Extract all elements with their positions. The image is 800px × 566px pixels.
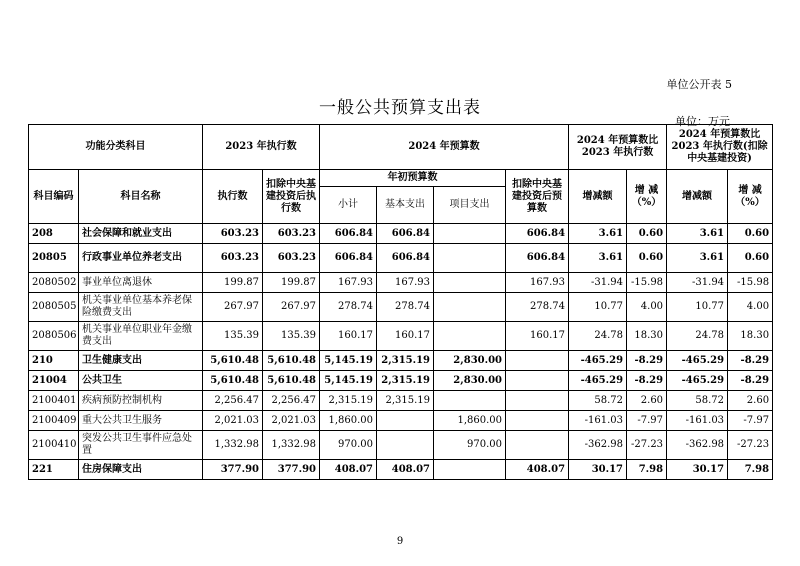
cell-exec-excl: 135.39 [263,322,320,351]
cell-pct-2: 0.60 [728,224,773,244]
cell-basic: 278.74 [377,293,434,322]
cell-pct: 7.98 [627,460,667,480]
cell-basic: 408.07 [377,460,434,480]
cell-inc: 3.61 [569,244,627,273]
cell-basic: 606.84 [377,224,434,244]
cell-exec: 135.39 [203,322,263,351]
cell-code: 2080502 [29,273,79,293]
table-row [29,293,773,322]
cell-inc-2: 24.78 [667,322,728,351]
cell-inc-2: 3.61 [667,224,728,244]
cell-exec: 199.87 [203,273,263,293]
cell-budget-excl: 167.93 [506,273,569,293]
table-row [29,322,773,351]
cell-subtotal: 970.00 [320,431,377,460]
cell-name: 机关事业单位基本养老保险缴费支出 [79,293,203,322]
cell-pct-2: 4.00 [728,293,773,322]
cell-subtotal: 606.84 [320,244,377,273]
cell-basic: 167.93 [377,273,434,293]
cell-exec: 603.23 [203,244,263,273]
cell-pct: -27.23 [627,431,667,460]
cell-inc-2: -31.94 [667,273,728,293]
cell-budget-excl: 606.84 [506,244,569,273]
cell-basic: 606.84 [377,244,434,273]
cell-exec-excl: 267.97 [263,293,320,322]
cell-pct: 0.60 [627,224,667,244]
budget-table [28,124,773,480]
cell-inc: 10.77 [569,293,627,322]
cell-pct: 0.60 [627,244,667,273]
cell-subtotal: 1,860.00 [320,411,377,431]
cell-code: 2080505 [29,293,79,322]
cell-inc: -31.94 [569,273,627,293]
cell-code: 2080506 [29,322,79,351]
cell-subtotal: 5,145.19 [320,371,377,391]
cell-subtotal: 5,145.19 [320,351,377,371]
cell-project [434,244,506,273]
cell-name: 突发公共卫生事件应急处置 [79,431,203,460]
cell-name: 疾病预防控制机构 [79,391,203,411]
cell-subtotal: 408.07 [320,460,377,480]
cell-budget-excl: 606.84 [506,224,569,244]
cell-exec-excl: 2,021.03 [263,411,320,431]
page-number: 9 [396,536,404,547]
header-subject-name: 科目名称 [79,170,203,224]
table-row [29,371,773,391]
header-project: 项目支出 [434,187,506,224]
header-compare-exec: 2024 年预算数比 2023 年执行数 [569,125,667,170]
cell-inc-2: 58.72 [667,391,728,411]
header-exec-2023: 2023 年执行数 [203,125,320,170]
cell-inc: -465.29 [569,351,627,371]
cell-inc-2: -465.29 [667,351,728,371]
cell-name: 行政事业单位养老支出 [79,244,203,273]
cell-exec: 2,021.03 [203,411,263,431]
table-row [29,431,773,460]
cell-inc: 3.61 [569,224,627,244]
cell-pct: -8.29 [627,351,667,371]
cell-inc-2: -362.98 [667,431,728,460]
cell-name: 社会保障和就业支出 [79,224,203,244]
cell-inc-2: 3.61 [667,244,728,273]
cell-code: 2100409 [29,411,79,431]
header-inc-amount: 增减额 [569,170,627,224]
cell-exec-excl: 1,332.98 [263,431,320,460]
cell-exec: 2,256.47 [203,391,263,411]
header-subject-code: 科目编码 [29,170,79,224]
table-row [29,411,773,431]
cell-inc-2: 30.17 [667,460,728,480]
cell-budget-excl: 160.17 [506,322,569,351]
cell-code: 20805 [29,244,79,273]
cell-pct-2: -7.97 [728,411,773,431]
table-row [29,351,773,371]
cell-pct-2: -8.29 [728,351,773,371]
cell-name: 住房保障支出 [79,460,203,480]
cell-exec-excl: 5,610.48 [263,371,320,391]
cell-project: 1,860.00 [434,411,506,431]
table-row [29,460,773,480]
cell-budget-excl [506,371,569,391]
cell-budget-excl [506,351,569,371]
cell-budget-excl [506,391,569,411]
header-basic: 基本支出 [377,187,434,224]
cell-inc: -161.03 [569,411,627,431]
cell-code: 21004 [29,371,79,391]
cell-basic: 2,315.19 [377,391,434,411]
document-label: 单位公开表 5 [666,78,732,91]
cell-budget-excl: 408.07 [506,460,569,480]
cell-exec-excl: 5,610.48 [263,351,320,371]
cell-inc: 58.72 [569,391,627,411]
cell-project [434,293,506,322]
header-budget-excl: 扣除中央基建投资后预算数 [506,170,569,224]
cell-exec: 5,610.48 [203,351,263,371]
header-compare-exec-excl: 2024 年预算数比 2023 年执行数(扣除中央基建投资) [667,125,773,170]
cell-exec: 267.97 [203,293,263,322]
cell-budget-excl [506,431,569,460]
cell-project [434,322,506,351]
cell-project [434,224,506,244]
cell-project [434,391,506,411]
cell-project: 970.00 [434,431,506,460]
cell-pct: 4.00 [627,293,667,322]
cell-subtotal: 2,315.19 [320,391,377,411]
cell-name: 卫生健康支出 [79,351,203,371]
header-row-2 [29,170,773,187]
cell-exec-excl: 377.90 [263,460,320,480]
cell-pct-2: -15.98 [728,273,773,293]
header-category: 功能分类科目 [29,125,203,170]
cell-project [434,460,506,480]
cell-code: 2100410 [29,431,79,460]
cell-pct: -8.29 [627,371,667,391]
table-row [29,273,773,293]
cell-pct-2: -8.29 [728,371,773,391]
cell-project: 2,830.00 [434,351,506,371]
cell-code: 208 [29,224,79,244]
cell-code: 2100401 [29,391,79,411]
header-inc-amount-2: 增减额 [667,170,728,224]
cell-exec: 603.23 [203,224,263,244]
cell-pct-2: 2.60 [728,391,773,411]
cell-code: 210 [29,351,79,371]
cell-basic: 160.17 [377,322,434,351]
cell-basic [377,411,434,431]
cell-subtotal: 606.84 [320,224,377,244]
cell-inc-2: 10.77 [667,293,728,322]
unit-label: 单位：万元 [675,115,730,128]
cell-inc: -465.29 [569,371,627,391]
cell-exec-excl: 199.87 [263,273,320,293]
header-initial-budget: 年初预算数 [320,170,506,187]
cell-code: 221 [29,460,79,480]
cell-exec: 377.90 [203,460,263,480]
header-exec-excl: 扣除中央基建投资后执行数 [263,170,320,224]
table-row [29,391,773,411]
cell-basic: 2,315.19 [377,371,434,391]
cell-inc-2: -161.03 [667,411,728,431]
cell-pct: -15.98 [627,273,667,293]
cell-name: 公共卫生 [79,371,203,391]
header-row-1 [29,125,773,170]
header-subtotal: 小计 [320,187,377,224]
cell-pct-2: 7.98 [728,460,773,480]
header-exec: 执行数 [203,170,263,224]
cell-subtotal: 167.93 [320,273,377,293]
cell-budget-excl: 278.74 [506,293,569,322]
header-inc-pct: 增 减（%） [627,170,667,224]
cell-project [434,273,506,293]
cell-inc-2: -465.29 [667,371,728,391]
cell-pct-2: -27.23 [728,431,773,460]
cell-budget-excl [506,411,569,431]
cell-exec: 1,332.98 [203,431,263,460]
cell-exec-excl: 603.23 [263,224,320,244]
cell-exec-excl: 603.23 [263,244,320,273]
cell-inc: 30.17 [569,460,627,480]
header-budget-2024: 2024 年预算数 [320,125,569,170]
cell-name: 重大公共卫生服务 [79,411,203,431]
cell-pct-2: 0.60 [728,244,773,273]
cell-subtotal: 160.17 [320,322,377,351]
cell-pct: -7.97 [627,411,667,431]
cell-name: 事业单位离退休 [79,273,203,293]
cell-project: 2,830.00 [434,371,506,391]
cell-basic [377,431,434,460]
cell-name: 机关事业单位职业年金缴费支出 [79,322,203,351]
table-row [29,244,773,273]
cell-inc: -362.98 [569,431,627,460]
cell-inc: 24.78 [569,322,627,351]
cell-pct: 18.30 [627,322,667,351]
cell-exec: 5,610.48 [203,371,263,391]
header-inc-pct-2: 增 减（%） [728,170,773,224]
cell-basic: 2,315.19 [377,351,434,371]
table-row [29,224,773,244]
cell-subtotal: 278.74 [320,293,377,322]
cell-exec-excl: 2,256.47 [263,391,320,411]
cell-pct: 2.60 [627,391,667,411]
cell-pct-2: 18.30 [728,322,773,351]
page-title: 一般公共预算支出表 [319,98,481,118]
